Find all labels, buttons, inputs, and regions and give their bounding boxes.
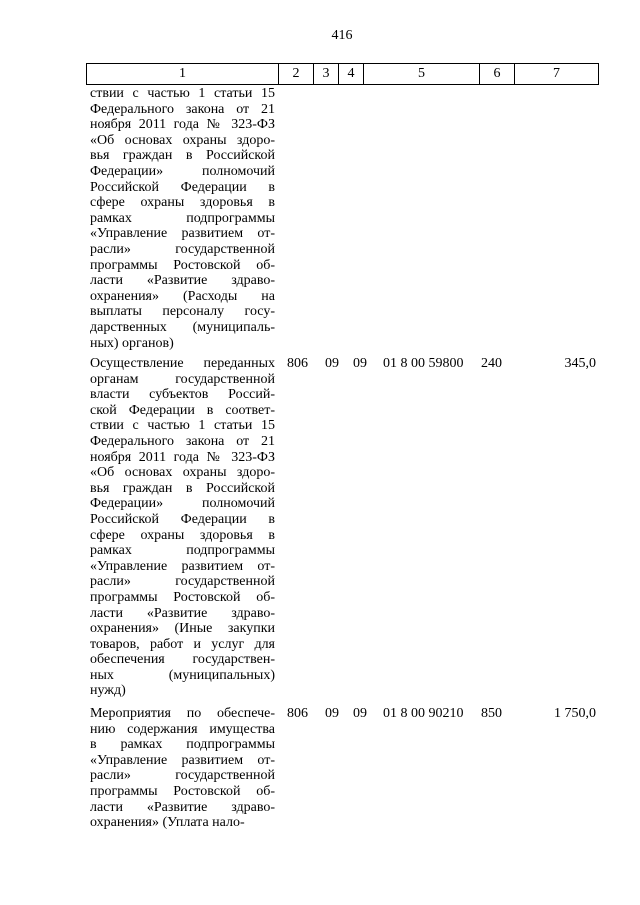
description-line: вья граждан в Российской <box>90 148 275 164</box>
header-col-5: 5 <box>364 64 480 85</box>
description-line: выплаты персоналу госу- <box>90 304 275 320</box>
description-line: ноября 2011 года № 323-ФЗ <box>90 449 275 465</box>
description-line: в рамках подпрограммы <box>90 737 275 753</box>
description-line: сфере охраны здоровья в <box>90 527 275 543</box>
description-line: вья граждан в Российской <box>90 480 275 496</box>
row-col-3: 09 <box>325 706 339 721</box>
column-header-row <box>86 63 599 85</box>
description-line: Осуществление переданных <box>90 356 275 371</box>
description-line: «Управление развитием от- <box>90 752 275 768</box>
row-col-7: 345,0 <box>564 356 596 371</box>
description-line: дарственных (муниципаль- <box>90 319 275 335</box>
description-line: «Об основах охраны здоро- <box>90 132 275 148</box>
header-col-3: 3 <box>314 64 339 85</box>
description-line: ласти «Развитие здраво- <box>90 605 275 621</box>
description-line: программы Ростовской об- <box>90 589 275 605</box>
description-line: программы Ростовской об- <box>90 783 275 799</box>
description-line: рамках подпрограммы <box>90 210 275 226</box>
description-line: ской Федерации в соответ- <box>90 402 275 418</box>
description-line: Российской Федерации в <box>90 179 275 195</box>
description-line: ласти «Развитие здраво- <box>90 273 275 289</box>
description-line: нужд) <box>90 683 126 699</box>
description-line: нию содержания имущества <box>90 721 275 737</box>
row-col-7: 1 750,0 <box>554 706 596 721</box>
description-line: охранения» (Расходы на <box>90 288 275 304</box>
description-line: ствии с частью 1 статьи 15 <box>90 86 275 101</box>
row-description <box>90 356 275 699</box>
continued-description <box>90 86 275 351</box>
row-col-4: 09 <box>353 356 367 371</box>
description-line: сфере охраны здоровья в <box>90 195 275 211</box>
description-line: «Управление развитием от- <box>90 226 275 242</box>
row-col-2: 806 <box>287 706 308 721</box>
page-number: 416 <box>331 28 353 43</box>
header-col-1: 1 <box>87 64 279 85</box>
description-line: программы Ростовской об- <box>90 257 275 273</box>
header-col-4: 4 <box>339 64 364 85</box>
description-line: охранения» (Иные закупки <box>90 621 275 637</box>
description-line: власти субъектов Россий- <box>90 387 275 403</box>
description-line: Федерального закона от 21 <box>90 433 275 449</box>
description-line: Мероприятия по обеспече- <box>90 706 275 721</box>
row-col-4: 09 <box>353 706 367 721</box>
row-description <box>90 706 275 831</box>
description-line: ноября 2011 года № 323-ФЗ <box>90 117 275 133</box>
description-line: органам государственной <box>90 371 275 387</box>
description-line: расли» государственной <box>90 241 275 257</box>
description-line: ласти «Развитие здраво- <box>90 799 275 815</box>
row-col-5: 01 8 00 90210 <box>383 706 464 721</box>
row-col-6: 850 <box>481 706 502 721</box>
description-line: расли» государственной <box>90 768 275 784</box>
row-col-3: 09 <box>325 356 339 371</box>
description-line: рамках подпрограммы <box>90 543 275 559</box>
description-line: товаров, работ и услуг для <box>90 636 275 652</box>
header-col-7: 7 <box>515 64 599 85</box>
description-line: Российской Федерации в <box>90 511 275 527</box>
row-col-2: 806 <box>287 356 308 371</box>
description-line: обеспечения государствен- <box>90 652 275 668</box>
description-line: Федерации» полномочий <box>90 163 275 179</box>
description-line: Федерации» полномочий <box>90 496 275 512</box>
description-line: «Управление развитием от- <box>90 558 275 574</box>
description-line: ствии с частью 1 статьи 15 <box>90 418 275 434</box>
description-line: ных (муниципальных) <box>90 667 275 683</box>
description-line: расли» государственной <box>90 574 275 590</box>
description-line: охранения» (Уплата нало- <box>90 815 245 831</box>
header-col-2: 2 <box>279 64 314 85</box>
header-col-6: 6 <box>480 64 515 85</box>
description-line: Федерального закона от 21 <box>90 101 275 117</box>
description-line: «Об основах охраны здоро- <box>90 465 275 481</box>
row-col-5: 01 8 00 59800 <box>383 356 464 371</box>
description-line: ных) органов) <box>90 335 174 351</box>
row-col-6: 240 <box>481 356 502 371</box>
